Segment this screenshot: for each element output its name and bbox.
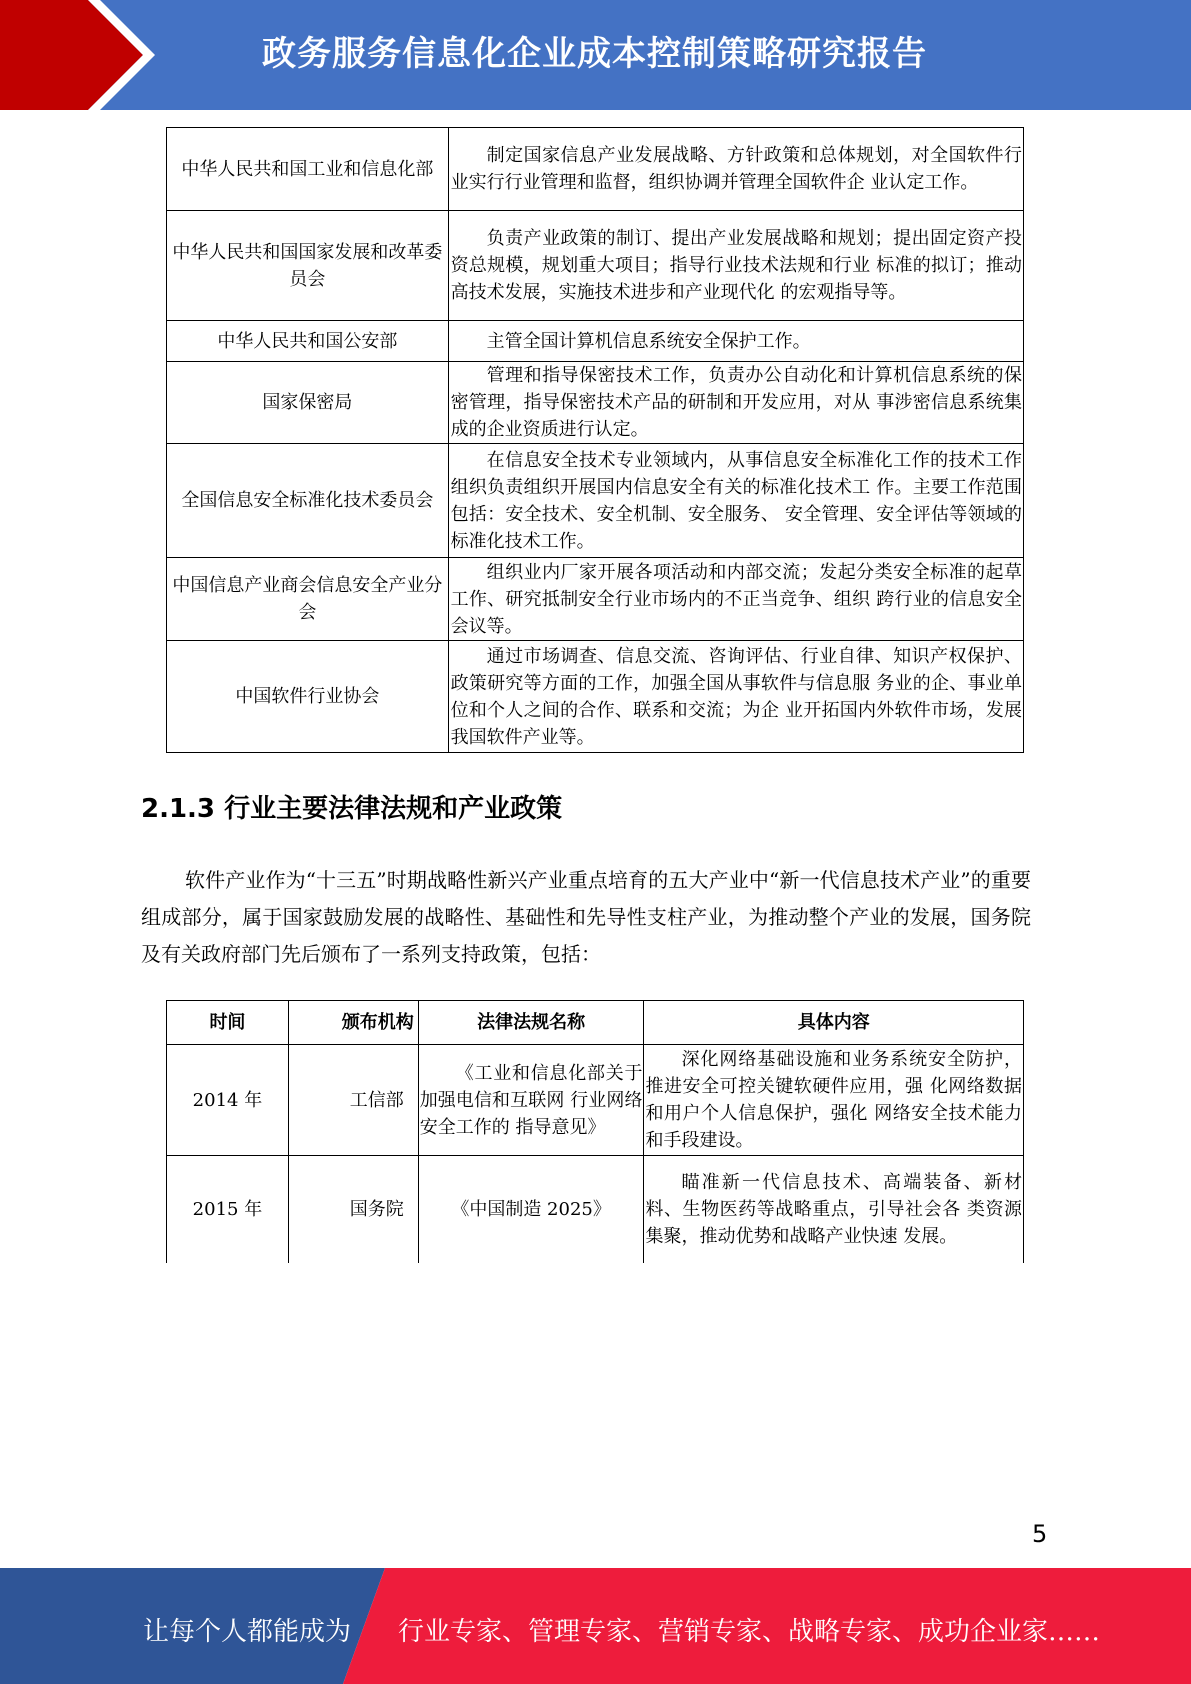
section-heading: 2.1.3 行业主要法律法规和产业政策 <box>141 794 563 824</box>
org-table <box>166 127 1024 753</box>
header-time: 时间 <box>167 1001 289 1045</box>
table-row <box>167 211 1024 321</box>
org-name-cell: 国家保密局 <box>167 362 449 444</box>
policy-table <box>166 1000 1024 1263</box>
org-duty-cell: 通过市场调查、信息交流、咨询评估、行业自律、知识产权保护、政策研究等方面的工作，加强全国从事软件与信息服 务业的企、事业单位和个人之间的合作、联系和交流；为企 业开拓国内外软件市场，发展我国软件产业等。 <box>448 641 1023 753</box>
org-name-cell: 中华人民共和国工业和信息化部 <box>167 128 449 211</box>
org-duty-cell: 管理和指导保密技术工作，负责办公自动化和计算机信息系统的保密管理，指导保密技术产品的研制和开发应用，对从 事涉密信息系统集成的企业资质进行认定。 <box>448 362 1023 444</box>
footer-slogan-right: 行业专家、管理专家、营销专家、战略专家、成功企业家…… <box>398 1617 1101 1647</box>
org-duty-cell: 在信息安全技术专业领域内，从事信息安全标准化工作的技术工作组织负责组织开展国内信息安全有关的标准化技术工 作。主要工作范围包括：安全技术、安全机制、安全服务、 安全管理、安全评估等领域的标准化技术工作。 <box>448 444 1023 558</box>
page-footer <box>0 1568 1191 1684</box>
table-row <box>167 362 1024 444</box>
policy-content-cell: 深化网络基础设施和业务系统安全防护，推进安全可控关键软硬件应用，强 化网络数据和用户个人信息保护，强化 网络安全技术能力和手段建设。 <box>644 1045 1024 1156</box>
org-name-cell: 中国软件行业协会 <box>167 641 449 753</box>
header-org: 颁布机构 <box>288 1001 418 1045</box>
org-duty-cell: 组织业内厂家开展各项活动和内部交流；发起分类安全标准的起草工作、研究抵制安全行业市场内的不正当竞争、组织 跨行业的信息安全会议等。 <box>448 558 1023 641</box>
page-number: 5 <box>1032 1520 1048 1548</box>
table-row <box>167 128 1024 211</box>
table-row <box>167 641 1024 753</box>
policy-law-cell: 《中国制造 2025》 <box>418 1156 644 1263</box>
footer-slogan-left: 让每个人都能成为 <box>143 1617 352 1647</box>
policy-time-cell: 2014 年 <box>167 1045 289 1156</box>
header-content: 具体内容 <box>644 1001 1024 1045</box>
org-name-cell: 全国信息安全标准化技术委员会 <box>167 444 449 558</box>
table-row <box>167 444 1024 558</box>
table-row <box>167 558 1024 641</box>
table-row <box>167 1045 1024 1156</box>
header-title: 政务服务信息化企业成本控制策略研究报告 <box>262 34 927 74</box>
org-duty-cell: 主管全国计算机信息系统安全保护工作。 <box>448 321 1023 362</box>
policy-table-header <box>167 1001 1024 1045</box>
header-law: 法律法规名称 <box>418 1001 644 1045</box>
org-name-cell: 中国信息产业商会信息安全产业分会 <box>167 558 449 641</box>
header-arrow-decoration <box>0 0 170 110</box>
org-name-cell: 中华人民共和国国家发展和改革委员会 <box>167 211 449 321</box>
policy-org-cell: 工信部 <box>288 1045 418 1156</box>
body-paragraph: 软件产业作为“十三五”时期战略性新兴产业重点培育的五大产业中“新一代信息技术产业”的重要组成部分，属于国家鼓励发展的战略性、基础性和先导性支柱产业，为推动整个产业的发展，国务院及有关政府部门先后颁布了一系列支持政策，包括： <box>141 868 1031 966</box>
page-header <box>0 0 1191 110</box>
policy-time-cell: 2015 年 <box>167 1156 289 1263</box>
org-duty-cell: 制定国家信息产业发展战略、方针政策和总体规划，对全国软件行业实行行业管理和监督，组织协调并管理全国软件企 业认定工作。 <box>448 128 1023 211</box>
policy-org-cell: 国务院 <box>288 1156 418 1263</box>
org-name-cell: 中华人民共和国公安部 <box>167 321 449 362</box>
table-row <box>167 1156 1024 1263</box>
org-duty-cell: 负责产业政策的制订、提出产业发展战略和规划；提出固定资产投资总规模，规划重大项目；指导行业技术法规和行业 标准的拟订；推动高技术发展，实施技术进步和产业现代化 的宏观指导等。 <box>448 211 1023 321</box>
table-row <box>167 321 1024 362</box>
policy-content-cell: 瞄准新一代信息技术、高端装备、新材料、生物医药等战略重点，引导社会各 类资源集聚，推动优势和战略产业快速 发展。 <box>644 1156 1024 1263</box>
policy-law-cell: 《工业和信息化部关于加强电信和互联网 行业网络安全工作的 指导意见》 <box>418 1045 644 1156</box>
